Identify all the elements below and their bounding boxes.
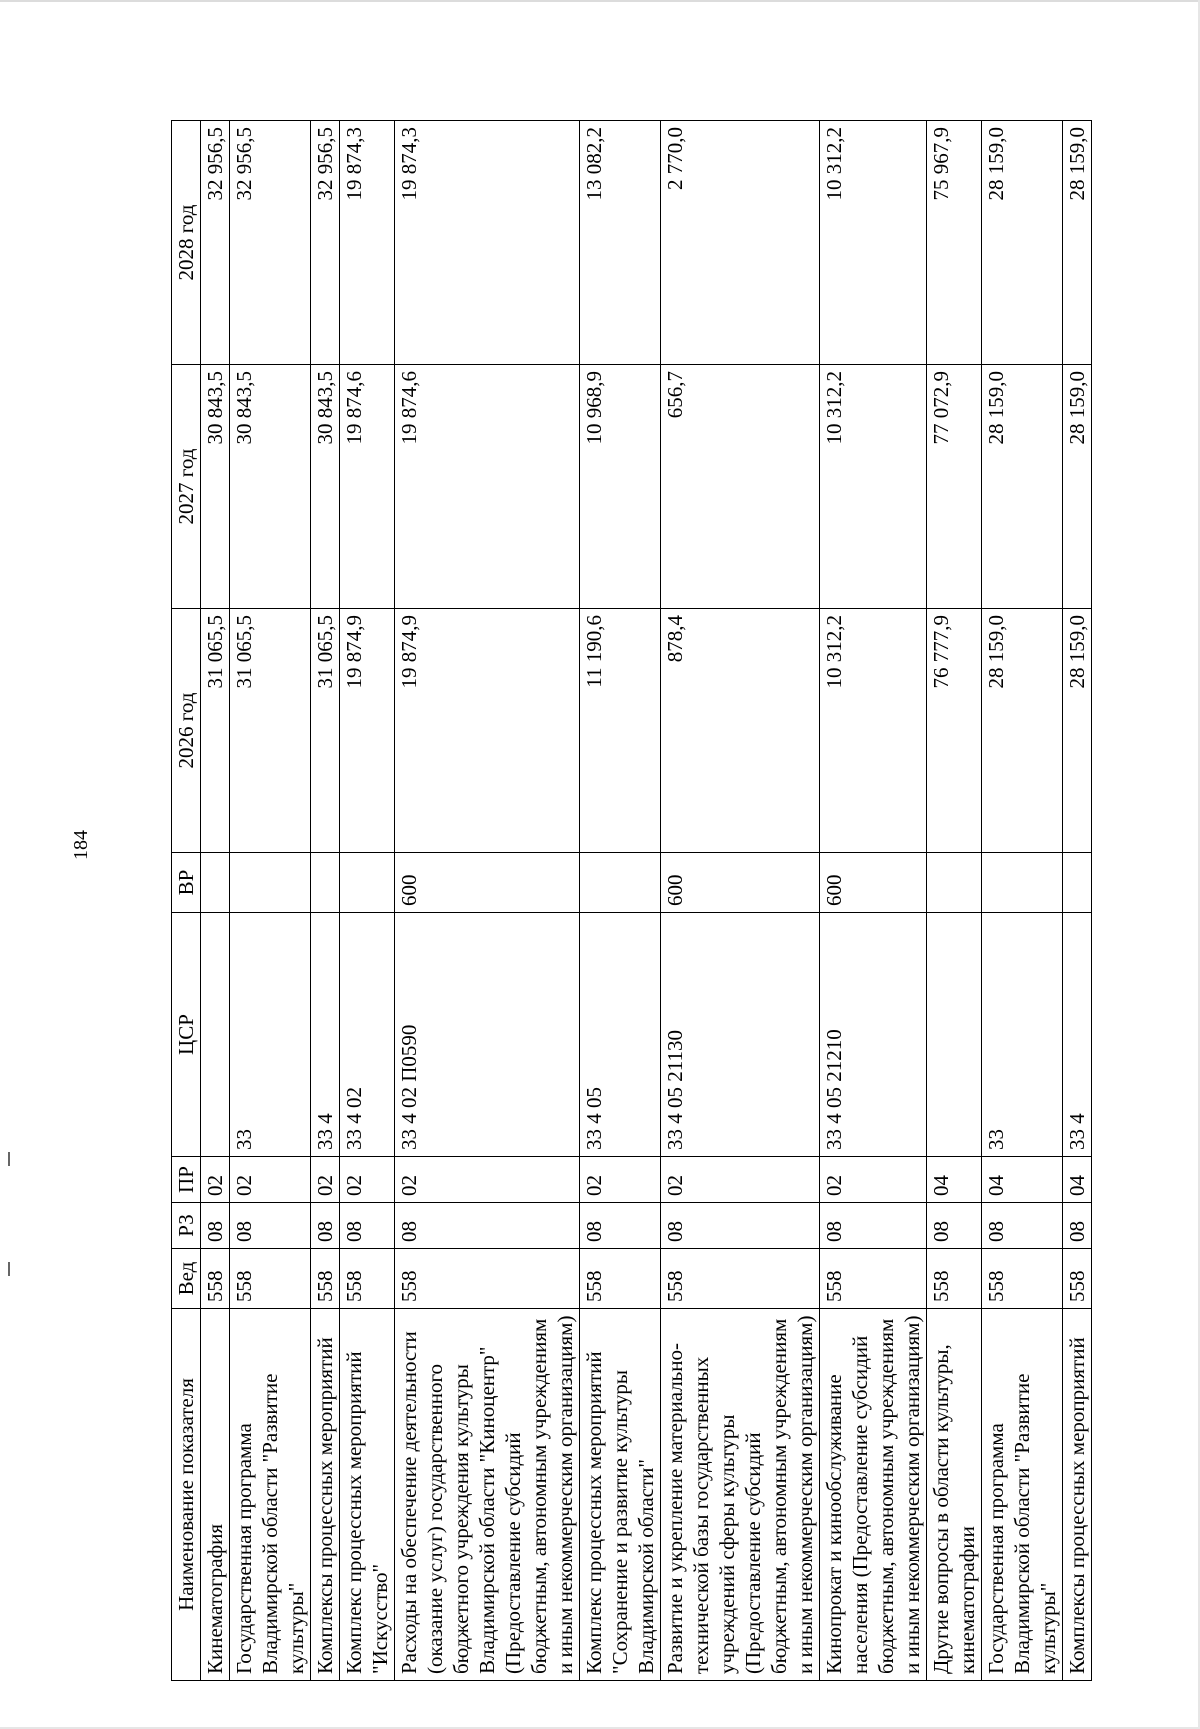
cell-pr: 02	[661, 1157, 820, 1203]
cell-name: Комплексы процессных мероприятий	[311, 1309, 340, 1681]
cell-2027: 30 843,5	[311, 365, 340, 609]
header-2027: 2027 год	[172, 365, 201, 609]
table-row	[230, 121, 311, 1681]
cell-ved: 558	[982, 1249, 1063, 1309]
cell-vr	[311, 853, 340, 913]
cell-rz: 08	[1063, 1203, 1092, 1249]
cell-2027: 10 312,2	[820, 365, 927, 609]
budget-table	[171, 120, 1092, 1681]
cell-rz: 08	[201, 1203, 230, 1249]
table-row	[580, 121, 661, 1681]
cell-2028: 28 159,0	[1063, 121, 1092, 365]
cell-pr: 02	[311, 1157, 340, 1203]
cell-2028: 2 770,0	[661, 121, 820, 365]
cell-pr: 02	[580, 1157, 661, 1203]
table-row	[395, 121, 580, 1681]
cell-rz: 08	[661, 1203, 820, 1249]
table-row	[927, 121, 982, 1681]
cell-ved: 558	[1063, 1249, 1092, 1309]
cell-csr: 33	[230, 913, 311, 1157]
cell-vr	[927, 853, 982, 913]
cell-2026: 28 159,0	[982, 609, 1063, 853]
cell-csr: 33	[982, 913, 1063, 1157]
cell-2028: 28 159,0	[982, 121, 1063, 365]
cell-csr: 33 4	[1063, 913, 1092, 1157]
table-row	[982, 121, 1063, 1681]
cell-rz: 08	[820, 1203, 927, 1249]
header-rz: РЗ	[172, 1203, 201, 1249]
cell-name: Расходы на обеспечение деятельности (оказание услуг) государственного бюджетного учреждения культуры Владимирской области "Киноцентр" (Предоставление субсидий бюджетным, автономным учреждениям и иным некоммерческим организациям)	[395, 1309, 580, 1681]
cell-csr: 33 4 02	[340, 913, 395, 1157]
cell-2027: 19 874,6	[340, 365, 395, 609]
cell-pr: 02	[230, 1157, 311, 1203]
cell-vr: 600	[820, 853, 927, 913]
cell-2026: 28 159,0	[1063, 609, 1092, 853]
table-row	[820, 121, 927, 1681]
cell-name: Комплексы процессных мероприятий	[1063, 1309, 1092, 1681]
cell-2027: 10 968,9	[580, 365, 661, 609]
cell-name: Государственная программа Владимирской области "Развитие культуры"	[982, 1309, 1063, 1681]
cell-pr: 04	[927, 1157, 982, 1203]
header-vr: ВР	[172, 853, 201, 913]
cell-name: Развитие и укрепление материально-технической базы государственных учреждений сферы культуры (Предоставление субсидий бюджетным, автономным учреждениям и иным некоммерческим организациям)	[661, 1309, 820, 1681]
margin-mark	[8, 1262, 10, 1276]
cell-csr: 33 4	[311, 913, 340, 1157]
header-ved: Вед	[172, 1249, 201, 1309]
cell-vr: 600	[661, 853, 820, 913]
cell-2027: 77 072,9	[927, 365, 982, 609]
cell-pr: 04	[982, 1157, 1063, 1203]
cell-2027: 30 843,5	[201, 365, 230, 609]
page-number: 184	[70, 830, 92, 860]
table-header-row	[172, 121, 201, 1681]
cell-ved: 558	[311, 1249, 340, 1309]
cell-2028: 10 312,2	[820, 121, 927, 365]
scan-edge-top	[0, 0, 1200, 2]
table-row	[661, 121, 820, 1681]
header-2026: 2026 год	[172, 609, 201, 853]
cell-2027: 28 159,0	[982, 365, 1063, 609]
cell-2026: 10 312,2	[820, 609, 927, 853]
cell-2028: 13 082,2	[580, 121, 661, 365]
cell-pr: 02	[395, 1157, 580, 1203]
cell-pr: 04	[1063, 1157, 1092, 1203]
cell-rz: 08	[982, 1203, 1063, 1249]
cell-ved: 558	[230, 1249, 311, 1309]
cell-csr	[201, 913, 230, 1157]
cell-2028: 19 874,3	[395, 121, 580, 365]
cell-2026: 31 065,5	[230, 609, 311, 853]
cell-vr	[982, 853, 1063, 913]
cell-rz: 08	[340, 1203, 395, 1249]
cell-2026: 31 065,5	[311, 609, 340, 853]
cell-name: Кинопрокат и кинообслуживание населения (Предоставление субсидий бюджетным, автономным учреждениям и иным некоммерческим организациям)	[820, 1309, 927, 1681]
table-row	[311, 121, 340, 1681]
cell-2028: 32 956,5	[230, 121, 311, 365]
cell-vr: 600	[395, 853, 580, 913]
cell-pr: 02	[820, 1157, 927, 1203]
cell-rz: 08	[927, 1203, 982, 1249]
cell-csr: 33 4 05 21210	[820, 913, 927, 1157]
cell-2026: 19 874,9	[340, 609, 395, 853]
cell-2028: 32 956,5	[201, 121, 230, 365]
rotated-table-frame	[171, 121, 1200, 1681]
cell-vr	[201, 853, 230, 913]
cell-2028: 75 967,9	[927, 121, 982, 365]
cell-2027: 656,7	[661, 365, 820, 609]
cell-ved: 558	[927, 1249, 982, 1309]
cell-ved: 558	[580, 1249, 661, 1309]
cell-2026: 11 190,6	[580, 609, 661, 853]
cell-name: Государственная программа Владимирской области "Развитие культуры"	[230, 1309, 311, 1681]
cell-rz: 08	[230, 1203, 311, 1249]
header-name: Наименование показателя	[172, 1309, 201, 1681]
cell-vr	[340, 853, 395, 913]
cell-name: Другие вопросы в области культуры, кинематографии	[927, 1309, 982, 1681]
cell-csr: 33 4 02 П0590	[395, 913, 580, 1157]
cell-vr	[230, 853, 311, 913]
cell-ved: 558	[661, 1249, 820, 1309]
cell-name: Комплекс процессных мероприятий "Сохранение и развитие культуры Владимирской области"	[580, 1309, 661, 1681]
cell-2027: 19 874,6	[395, 365, 580, 609]
header-pr: ПР	[172, 1157, 201, 1203]
cell-ved: 558	[820, 1249, 927, 1309]
margin-mark	[8, 1152, 10, 1166]
cell-ved: 558	[340, 1249, 395, 1309]
cell-name: Кинематография	[201, 1309, 230, 1681]
cell-name: Комплекс процессных мероприятий "Искусство"	[340, 1309, 395, 1681]
cell-ved: 558	[395, 1249, 580, 1309]
table-row	[340, 121, 395, 1681]
cell-2026: 76 777,9	[927, 609, 982, 853]
cell-csr: 33 4 05 21130	[661, 913, 820, 1157]
cell-ved: 558	[201, 1249, 230, 1309]
cell-pr: 02	[201, 1157, 230, 1203]
table-row	[1063, 121, 1092, 1681]
cell-csr: 33 4 05	[580, 913, 661, 1157]
cell-rz: 08	[311, 1203, 340, 1249]
cell-2027: 30 843,5	[230, 365, 311, 609]
cell-csr	[927, 913, 982, 1157]
cell-pr: 02	[340, 1157, 395, 1203]
cell-vr	[1063, 853, 1092, 913]
cell-2027: 28 159,0	[1063, 365, 1092, 609]
cell-vr	[580, 853, 661, 913]
cell-2026: 878,4	[661, 609, 820, 853]
cell-2028: 19 874,3	[340, 121, 395, 365]
cell-rz: 08	[580, 1203, 661, 1249]
cell-2026: 31 065,5	[201, 609, 230, 853]
cell-rz: 08	[395, 1203, 580, 1249]
cell-2026: 19 874,9	[395, 609, 580, 853]
header-2028: 2028 год	[172, 121, 201, 365]
cell-2028: 32 956,5	[311, 121, 340, 365]
table-row	[201, 121, 230, 1681]
header-csr: ЦСР	[172, 913, 201, 1157]
